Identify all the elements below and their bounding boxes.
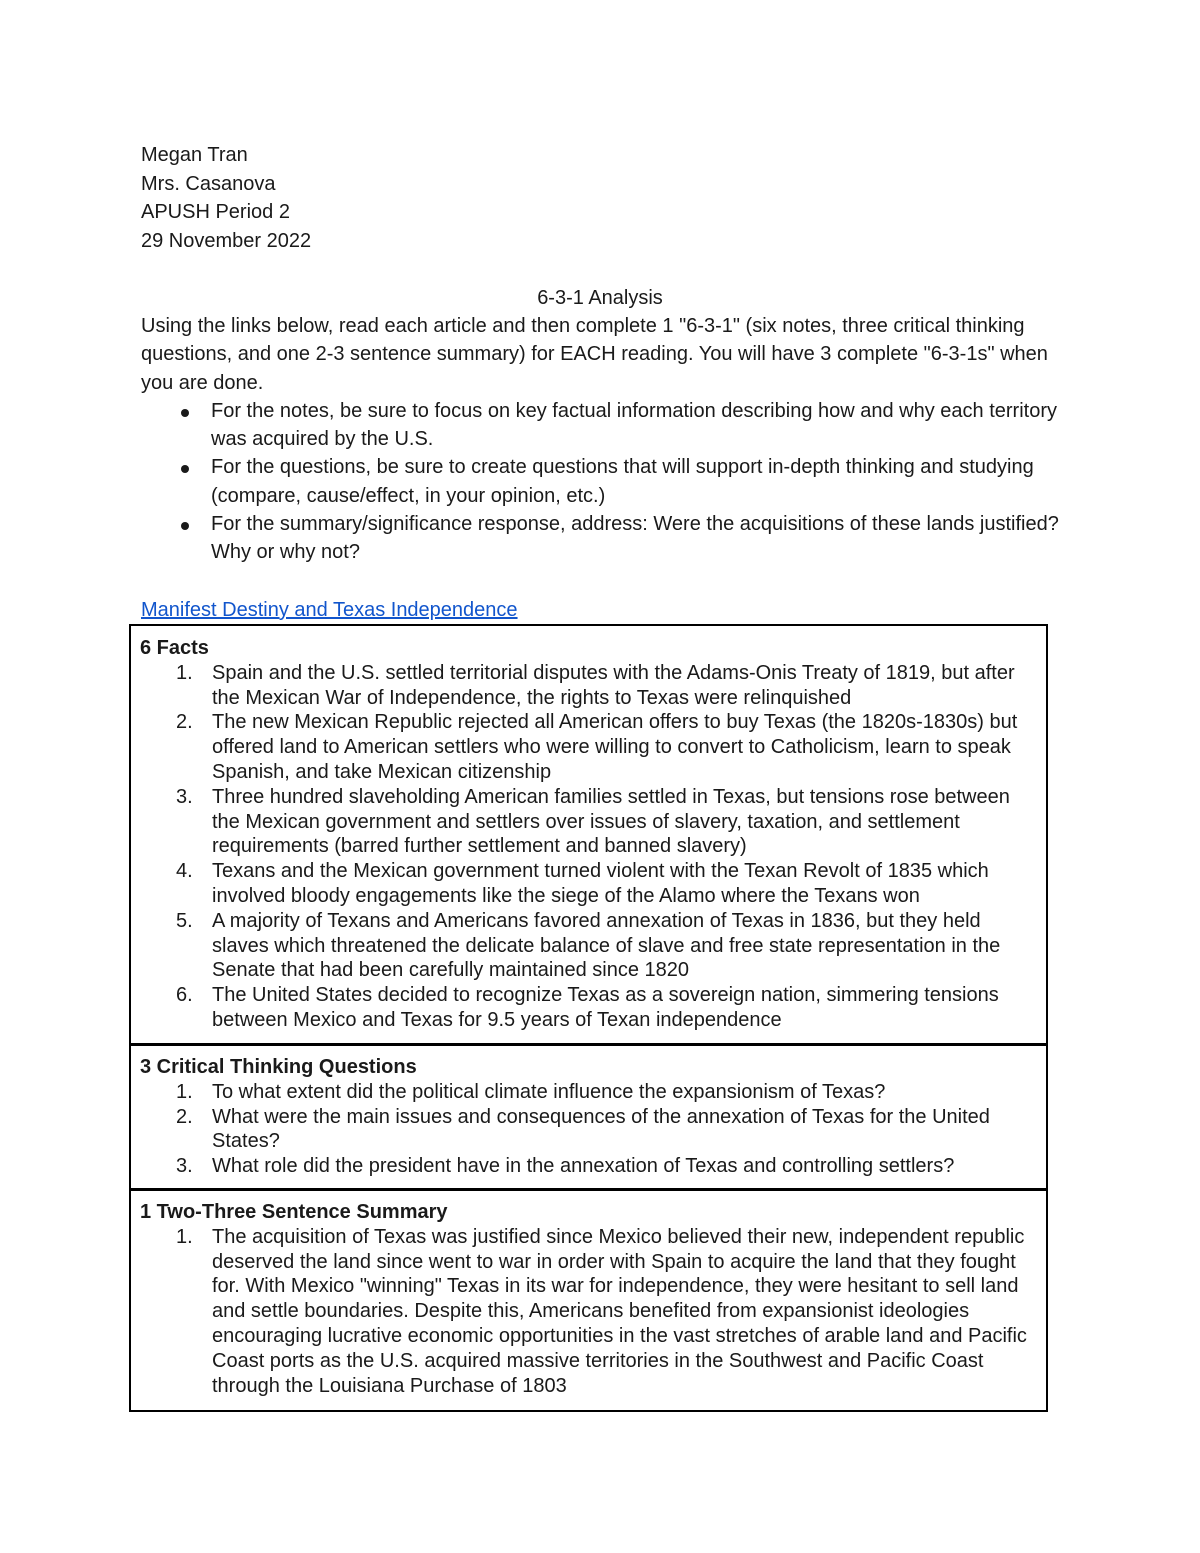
bullet-item xyxy=(141,397,1061,454)
bullet-dot-icon xyxy=(181,409,189,417)
heading-block xyxy=(141,141,311,255)
facts-box xyxy=(129,624,1048,1046)
list-item: 6. The United States decided to recognize Texas as a sovereign nation, simmering tensions between Mexico and Texas for 9.5 years of Texan independence xyxy=(176,984,999,1031)
list-item: 3. Three hundred slaveholding American families settled in Texas, but tensions rose between the Mexican government and settlers over issues of slavery, taxation, and settlement requirements (barred further settlement and banned slavery) xyxy=(176,785,1010,858)
bullet-item xyxy=(141,510,1061,567)
summary-list xyxy=(140,1225,1038,1399)
instructions xyxy=(141,312,1061,567)
fact-text: Texans and the Mexican government turned violent with the Texan Revolt of 1835 which involved bloody engagements like the siege of the Alamo where the Texans won xyxy=(212,860,989,907)
bullet-text: For the notes, be sure to focus on key factual information describing how and why each territory was acquired by the U.S. xyxy=(211,399,1057,451)
question-text: What were the main issues and consequences of the annexation of Texas for the United States? xyxy=(212,1105,990,1153)
questions-heading: 3 Critical Thinking Questions xyxy=(140,1056,417,1078)
summary-heading: 1 Two-Three Sentence Summary xyxy=(140,1201,448,1223)
instruction-bullets xyxy=(141,397,1061,567)
bullet-text: For the questions, be sure to create questions that will support in-depth thinking and studying (compare, cause/effect, in your opinion, etc.) xyxy=(211,456,1034,507)
fact-text: A majority of Texans and Americans favored annexation of Texas in 1836, but they held slaves which threatened the delicate balance of slave and free state representation in the Senate that had been carefully maintained since 1820 xyxy=(212,909,1001,982)
question-text: To what extent did the political climate influence the expansionism of Texas? xyxy=(212,1080,886,1103)
list-item: 3. What role did the president have in the annexation of Texas and controlling settlers? xyxy=(176,1155,955,1178)
list-item: 4. Texans and the Mexican government turned violent with the Texan Revolt of 1835 which involved bloody engagements like the siege of the Alamo where the Texans won xyxy=(176,860,989,907)
summary-text: The acquisition of Texas was justified since Mexico believed their new, independent republic deserved the land since went to war in order with Spain to acquire the land that they fought for. With Mexico "winning" Texas in its war for independence, they were hesitant to sell land and settle boundaries. Despite this, Americans benefited from expansionist ideologies encouraging lucrative economic opportunities in the vast stretches of arable land and Pacific Coast ports as the U.S. acquired massive territories in the Southwest and Pacific Coast through the Louisiana Purchase of 1803 xyxy=(212,1225,1027,1397)
teacher-name: Mrs. Casanova xyxy=(141,172,276,195)
list-item: 1. The acquisition of Texas was justified since Mexico believed their new, independent republic deserved the land since went to war in order with Spain to acquire the land that they fought for. With Mexico "winning" Texas in its war for independence, they were hesitant to sell land and settle boundaries. Despite this, Americans benefited from expansionist ideologies encouraging lucrative economic opportunities in the vast stretches of arable land and Pacific Coast ports as the U.S. acquired massive territories in the Southwest and Pacific Coast through the Louisiana Purchase of 1803 xyxy=(176,1225,1027,1397)
questions-box xyxy=(129,1043,1048,1191)
list-item: 1. To what extent did the political climate influence the expansionism of Texas? xyxy=(176,1080,886,1103)
list-item: 2. The new Mexican Republic rejected all American offers to buy Texas (the 1820s-1830s) but offered land to American settlers who were willing to convert to Catholicism, learn to speak Spanish, and take Mexican citizenship xyxy=(176,711,1018,783)
reading-link[interactable]: Manifest Destiny and Texas Independence xyxy=(141,599,518,621)
bullet-dot-icon xyxy=(181,465,189,473)
facts-list xyxy=(140,661,1038,1033)
facts-heading: 6 Facts xyxy=(140,637,209,659)
question-text: What role did the president have in the annexation of Texas and controlling settlers? xyxy=(212,1155,955,1178)
bullet-text: For the summary/significance response, address: Were the acquisitions of these lands justified? Why or why not? xyxy=(211,513,1059,564)
assignment-date: 29 November 2022 xyxy=(141,229,312,252)
bullet-dot-icon xyxy=(181,522,189,530)
fact-text: The new Mexican Republic rejected all American offers to buy Texas (the 1820s-1830s) but offered land to American settlers who were willing to convert to Catholicism, learn to speak Spanish, and take Mexican citizenship xyxy=(212,711,1018,783)
fact-text: Spain and the U.S. settled territorial disputes with the Adams-Onis Treaty of 1819, but after the Mexican War of Independence, the rights to Texas were relinquished xyxy=(212,661,1015,709)
assignment-title: 6-3-1 Analysis xyxy=(537,287,663,309)
class-period: APUSH Period 2 xyxy=(141,201,290,223)
student-name: Megan Tran xyxy=(141,144,248,166)
questions-list xyxy=(140,1080,1038,1179)
bullet-item xyxy=(141,453,1061,510)
list-item: 1. Spain and the U.S. settled territorial disputes with the Adams-Onis Treaty of 1819, but after the Mexican War of Independence, the rights to Texas were relinquished xyxy=(176,661,1015,709)
fact-text: Three hundred slaveholding American families settled in Texas, but tensions rose between the Mexican government and settlers over issues of slavery, taxation, and settlement requirements (barred further settlement and banned slavery) xyxy=(212,785,1010,858)
fact-text: The United States decided to recognize Texas as a sovereign nation, simmering tensions between Mexico and Texas for 9.5 years of Texan independence xyxy=(212,984,999,1031)
instructions-text: Using the links below, read each article and then complete 1 "6-3-1" (six notes, three critical thinking questions, and one 2-3 sentence summary) for EACH reading. You will have 3 complete "6-3-1s" when you are done. xyxy=(141,315,1048,394)
list-item: 5. A majority of Texans and Americans favored annexation of Texas in 1836, but they held slaves which threatened the delicate balance of slave and free state representation in the Senate that had been carefully maintained since 1820 xyxy=(176,909,1001,982)
summary-box xyxy=(129,1188,1048,1412)
list-item: 2. What were the main issues and consequences of the annexation of Texas for the United States? xyxy=(176,1105,990,1153)
